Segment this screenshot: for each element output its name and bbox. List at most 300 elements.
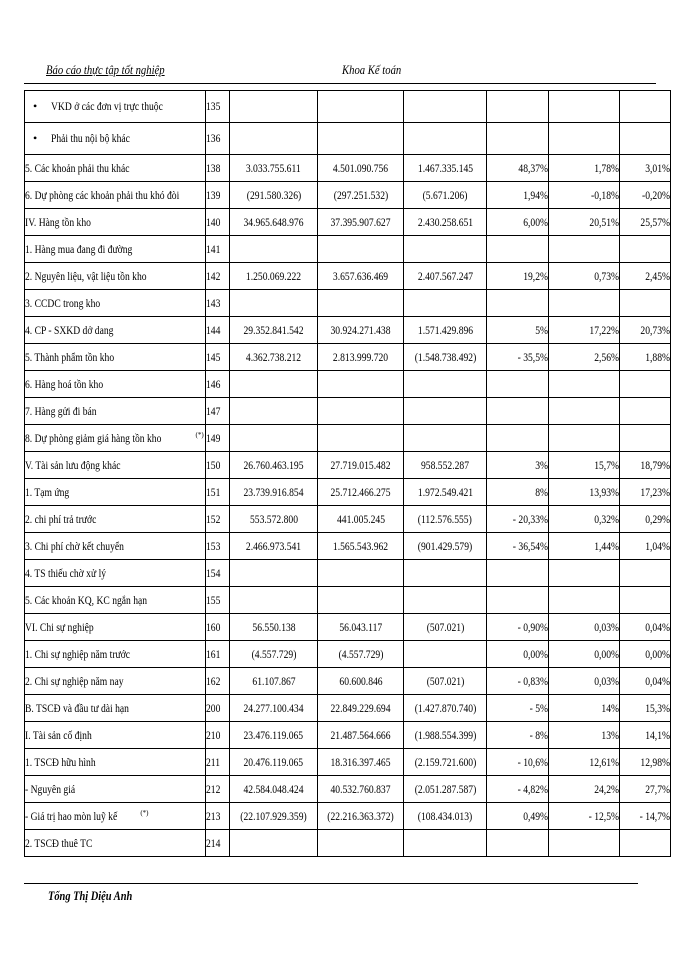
value-end: 22.849.229.694 bbox=[330, 700, 391, 715]
balance-sheet-table bbox=[24, 90, 671, 857]
value-end-cell bbox=[318, 91, 404, 123]
percent-change-cell bbox=[487, 236, 549, 263]
row-label: 5. Các khoản phải thu khác bbox=[25, 160, 130, 175]
percent-share-end-cell bbox=[620, 587, 671, 614]
percent-change-cell bbox=[487, 371, 549, 398]
value-change: (1.988.554.399) bbox=[414, 727, 476, 742]
value-end-cell bbox=[318, 587, 404, 614]
table-row bbox=[25, 830, 671, 857]
percent-share-start-cell bbox=[549, 263, 620, 290]
row-label: 6. Hàng hoá tồn kho bbox=[25, 376, 104, 391]
row-label-cell bbox=[25, 830, 206, 857]
row-label-cell bbox=[25, 506, 206, 533]
table-row bbox=[25, 236, 671, 263]
value-change-cell bbox=[404, 236, 487, 263]
row-code-cell bbox=[206, 776, 230, 803]
bullet-icon: • bbox=[33, 99, 38, 113]
table-row bbox=[25, 182, 671, 209]
value-start-cell bbox=[230, 236, 318, 263]
percent-change: - 35,5% bbox=[517, 349, 548, 364]
table-row bbox=[25, 695, 671, 722]
value-start: 42.584.048.424 bbox=[243, 781, 304, 796]
percent-share-end-cell bbox=[620, 830, 671, 857]
row-label-cell bbox=[25, 749, 206, 776]
row-label-cell bbox=[25, 695, 206, 722]
value-end-cell bbox=[318, 344, 404, 371]
value-change-cell bbox=[404, 695, 487, 722]
value-end-cell bbox=[318, 479, 404, 506]
value-change-cell bbox=[404, 317, 487, 344]
percent-share-end: 14,1% bbox=[645, 727, 670, 742]
bullet-icon: • bbox=[33, 131, 38, 145]
footnote-marker: (*) bbox=[140, 808, 149, 817]
row-code: 162 bbox=[206, 673, 221, 688]
percent-share-end: 15,3% bbox=[645, 700, 670, 715]
percent-share-end: 18,79% bbox=[640, 457, 670, 472]
row-label-cell bbox=[25, 398, 206, 425]
percent-share-end-cell bbox=[620, 506, 671, 533]
percent-share-end: 0,29% bbox=[645, 511, 670, 526]
percent-change-cell bbox=[487, 317, 549, 344]
percent-share-start: - 12,5% bbox=[588, 808, 619, 823]
value-change-cell bbox=[404, 425, 487, 452]
row-label-cell bbox=[25, 317, 206, 344]
value-change: (108.434.013) bbox=[417, 808, 473, 823]
percent-change: - 0,90% bbox=[517, 619, 548, 634]
percent-share-end-cell bbox=[620, 641, 671, 668]
percent-share-start-cell bbox=[549, 123, 620, 155]
percent-change: 8% bbox=[535, 484, 548, 499]
value-start: 553.572.800 bbox=[249, 511, 298, 526]
row-code: 141 bbox=[206, 241, 221, 256]
percent-share-start-cell bbox=[549, 830, 620, 857]
table-row bbox=[25, 155, 671, 182]
row-code-cell bbox=[206, 452, 230, 479]
percent-change: 3% bbox=[535, 457, 548, 472]
percent-change: 19,2% bbox=[523, 268, 548, 283]
value-start: 23.739.916.854 bbox=[243, 484, 304, 499]
row-code: 139 bbox=[206, 187, 221, 202]
percent-share-end: 3,01% bbox=[645, 160, 670, 175]
percent-change-cell bbox=[487, 803, 549, 830]
row-code-cell bbox=[206, 830, 230, 857]
value-start-cell bbox=[230, 506, 318, 533]
value-start-cell bbox=[230, 398, 318, 425]
percent-share-start-cell bbox=[549, 209, 620, 236]
row-label: 4. TS thiếu chờ xử lý bbox=[25, 565, 107, 580]
value-end: 27.719.015.482 bbox=[330, 457, 391, 472]
value-start-cell bbox=[230, 587, 318, 614]
row-label: 4. CP - SXKD dở dang bbox=[25, 322, 114, 337]
row-label: VKD ở các đơn vị trực thuộc bbox=[51, 99, 163, 113]
percent-change: - 36,54% bbox=[512, 538, 548, 553]
percent-share-end: 1,88% bbox=[645, 349, 670, 364]
value-end-cell bbox=[318, 695, 404, 722]
percent-share-end: 17,23% bbox=[640, 484, 670, 499]
value-start-cell bbox=[230, 155, 318, 182]
percent-share-end-cell bbox=[620, 91, 671, 123]
value-end: 21.487.564.666 bbox=[330, 727, 391, 742]
table-row bbox=[25, 803, 671, 830]
value-start-cell bbox=[230, 803, 318, 830]
value-end-cell bbox=[318, 236, 404, 263]
table-row bbox=[25, 290, 671, 317]
value-end: 3.657.636.469 bbox=[332, 268, 389, 283]
row-code: 146 bbox=[206, 376, 221, 391]
row-label-cell bbox=[25, 479, 206, 506]
row-code-cell bbox=[206, 695, 230, 722]
value-change: (901.429.579) bbox=[417, 538, 473, 553]
percent-share-start: 20,51% bbox=[589, 214, 619, 229]
row-label: 1. Chi sự nghiệp năm trước bbox=[25, 646, 131, 661]
percent-share-end-cell bbox=[620, 398, 671, 425]
value-change-cell bbox=[404, 641, 487, 668]
value-change-cell bbox=[404, 182, 487, 209]
percent-share-start: 13% bbox=[601, 727, 619, 742]
row-code-cell bbox=[206, 398, 230, 425]
table-body bbox=[25, 91, 671, 857]
percent-share-end-cell bbox=[620, 155, 671, 182]
percent-share-end-cell bbox=[620, 479, 671, 506]
value-end-cell bbox=[318, 398, 404, 425]
value-change: (2.051.287.587) bbox=[414, 781, 476, 796]
value-start: 2.466.973.541 bbox=[245, 538, 302, 553]
value-end: 4.501.090.756 bbox=[332, 160, 389, 175]
row-code: 213 bbox=[206, 808, 221, 823]
percent-share-start-cell bbox=[549, 290, 620, 317]
value-start: 3.033.755.611 bbox=[246, 160, 301, 175]
table-row bbox=[25, 425, 671, 452]
row-code-cell bbox=[206, 506, 230, 533]
row-label-cell bbox=[25, 263, 206, 290]
row-label-cell bbox=[25, 614, 206, 641]
percent-share-start-cell bbox=[549, 91, 620, 123]
table-row bbox=[25, 641, 671, 668]
row-label: 2. TSCĐ thuê TC bbox=[25, 835, 93, 850]
percent-share-start: 13,93% bbox=[589, 484, 619, 499]
value-start: 61.107.867 bbox=[251, 673, 296, 688]
value-start: 20.476.119.065 bbox=[243, 754, 304, 769]
value-end-cell bbox=[318, 182, 404, 209]
value-end: (4.557.729) bbox=[338, 646, 383, 661]
row-label-cell bbox=[25, 155, 206, 182]
value-change-cell bbox=[404, 371, 487, 398]
row-code: 135 bbox=[206, 99, 221, 113]
value-start: (4.557.729) bbox=[251, 646, 296, 661]
percent-change-cell bbox=[487, 452, 549, 479]
row-label-cell bbox=[25, 182, 206, 209]
percent-share-end-cell bbox=[620, 182, 671, 209]
value-start-cell bbox=[230, 344, 318, 371]
row-label: 5. Các khoản KQ, KC ngắn hạn bbox=[25, 592, 148, 607]
value-start-cell bbox=[230, 209, 318, 236]
value-end-cell bbox=[318, 317, 404, 344]
percent-change: - 20,33% bbox=[512, 511, 548, 526]
percent-share-start: 0,03% bbox=[594, 619, 619, 634]
percent-share-end-cell bbox=[620, 236, 671, 263]
table-row bbox=[25, 560, 671, 587]
percent-share-end-cell bbox=[620, 776, 671, 803]
table-row bbox=[25, 452, 671, 479]
value-end: 18.316.397.465 bbox=[330, 754, 391, 769]
value-end: 2.813.999.720 bbox=[332, 349, 389, 364]
table-row bbox=[25, 123, 671, 155]
percent-share-end-cell bbox=[620, 668, 671, 695]
percent-change: 1,94% bbox=[523, 187, 548, 202]
percent-share-end: 0,00% bbox=[645, 646, 670, 661]
value-end: 60.600.846 bbox=[338, 673, 383, 688]
value-start-cell bbox=[230, 614, 318, 641]
percent-share-start: 15,7% bbox=[594, 457, 619, 472]
value-end-cell bbox=[318, 452, 404, 479]
percent-share-end: 25,57% bbox=[640, 214, 670, 229]
value-start-cell bbox=[230, 263, 318, 290]
value-end-cell bbox=[318, 506, 404, 533]
value-change: (112.576.555) bbox=[417, 511, 473, 526]
row-code: 155 bbox=[206, 592, 221, 607]
percent-share-end-cell bbox=[620, 452, 671, 479]
value-start: 29.352.841.542 bbox=[243, 322, 304, 337]
percent-share-start-cell bbox=[549, 533, 620, 560]
value-change-cell bbox=[404, 803, 487, 830]
row-label-cell bbox=[25, 123, 206, 155]
percent-change: 0,00% bbox=[523, 646, 548, 661]
table-row bbox=[25, 749, 671, 776]
row-code: 210 bbox=[206, 727, 221, 742]
row-code: 160 bbox=[206, 619, 221, 634]
row-code: 200 bbox=[206, 700, 221, 715]
percent-share-end-cell bbox=[620, 803, 671, 830]
percent-change: 5% bbox=[535, 322, 548, 337]
percent-change-cell bbox=[487, 91, 549, 123]
value-change: (2.159.721.600) bbox=[414, 754, 476, 769]
row-label-cell bbox=[25, 668, 206, 695]
value-start-cell bbox=[230, 776, 318, 803]
value-change: (5.671.206) bbox=[422, 187, 468, 202]
value-start: 4.362.738.212 bbox=[245, 349, 302, 364]
value-end: (22.216.363.372) bbox=[327, 808, 394, 823]
percent-change-cell bbox=[487, 398, 549, 425]
percent-share-end: 0,04% bbox=[645, 619, 670, 634]
percent-share-end-cell bbox=[620, 749, 671, 776]
value-start: 24.277.100.434 bbox=[243, 700, 304, 715]
row-label-cell bbox=[25, 722, 206, 749]
percent-share-start-cell bbox=[549, 344, 620, 371]
percent-change: 48,37% bbox=[518, 160, 548, 175]
value-end-cell bbox=[318, 614, 404, 641]
row-label: IV. Hàng tồn kho bbox=[25, 214, 91, 229]
value-end-cell bbox=[318, 641, 404, 668]
percent-share-start-cell bbox=[549, 506, 620, 533]
row-label-cell bbox=[25, 641, 206, 668]
row-label-cell bbox=[25, 209, 206, 236]
value-start-cell bbox=[230, 830, 318, 857]
percent-share-start: 1,44% bbox=[594, 538, 619, 553]
value-start: 34.965.648.976 bbox=[243, 214, 304, 229]
percent-share-start: 24,2% bbox=[594, 781, 619, 796]
value-end-cell bbox=[318, 425, 404, 452]
value-start-cell bbox=[230, 560, 318, 587]
row-label-cell bbox=[25, 776, 206, 803]
row-label-cell bbox=[25, 425, 206, 452]
percent-share-start: 12,61% bbox=[589, 754, 619, 769]
percent-change-cell bbox=[487, 209, 549, 236]
value-end-cell bbox=[318, 722, 404, 749]
value-change: (507.021) bbox=[426, 673, 464, 688]
percent-share-end-cell bbox=[620, 614, 671, 641]
percent-share-start-cell bbox=[549, 182, 620, 209]
percent-share-end-cell bbox=[620, 123, 671, 155]
value-end-cell bbox=[318, 155, 404, 182]
row-label-cell bbox=[25, 290, 206, 317]
percent-share-end: 27,7% bbox=[645, 781, 670, 796]
percent-share-start-cell bbox=[549, 587, 620, 614]
percent-share-end-cell bbox=[620, 695, 671, 722]
row-label: VI. Chi sự nghiệp bbox=[25, 619, 94, 634]
value-end-cell bbox=[318, 830, 404, 857]
percent-share-start: 0,00% bbox=[594, 646, 619, 661]
value-change-cell bbox=[404, 722, 487, 749]
footnote-marker: (*) bbox=[195, 430, 204, 439]
percent-share-end: 1,04% bbox=[645, 538, 670, 553]
row-label: 1. Tạm ứng bbox=[25, 484, 70, 499]
row-label: I. Tài sản cố định bbox=[25, 727, 92, 742]
percent-share-start-cell bbox=[549, 560, 620, 587]
value-start: 56.550.138 bbox=[251, 619, 296, 634]
value-end: 56.043.117 bbox=[339, 619, 382, 634]
table-row bbox=[25, 506, 671, 533]
row-code: 212 bbox=[206, 781, 221, 796]
value-change: 2.407.567.247 bbox=[417, 268, 473, 283]
table-row bbox=[25, 668, 671, 695]
value-end-cell bbox=[318, 803, 404, 830]
percent-share-start-cell bbox=[549, 776, 620, 803]
row-label: 1. Hàng mua đang đi đường bbox=[25, 241, 133, 256]
percent-change-cell bbox=[487, 182, 549, 209]
table-row bbox=[25, 398, 671, 425]
row-label: 8. Dự phòng giảm giá hàng tồn kho bbox=[25, 430, 162, 445]
value-change-cell bbox=[404, 155, 487, 182]
row-label: 1. TSCĐ hữu hình bbox=[25, 754, 96, 769]
percent-change-cell bbox=[487, 641, 549, 668]
percent-change: 0,49% bbox=[523, 808, 548, 823]
value-change-cell bbox=[404, 614, 487, 641]
value-change-cell bbox=[404, 587, 487, 614]
value-start-cell bbox=[230, 452, 318, 479]
value-end-cell bbox=[318, 263, 404, 290]
value-start: (291.580.326) bbox=[246, 187, 301, 202]
percent-share-end: 2,45% bbox=[645, 268, 670, 283]
row-code: 161 bbox=[206, 646, 221, 661]
table-row bbox=[25, 371, 671, 398]
percent-change-cell bbox=[487, 749, 549, 776]
table-row bbox=[25, 91, 671, 123]
percent-share-end-cell bbox=[620, 722, 671, 749]
percent-change-cell bbox=[487, 668, 549, 695]
percent-share-end-cell bbox=[620, 533, 671, 560]
percent-share-start: 1,78% bbox=[594, 160, 619, 175]
percent-change-cell bbox=[487, 560, 549, 587]
value-change: 1.571.429.896 bbox=[417, 322, 473, 337]
table-row bbox=[25, 533, 671, 560]
value-change-cell bbox=[404, 290, 487, 317]
percent-share-start: 14% bbox=[601, 700, 619, 715]
value-change-cell bbox=[404, 506, 487, 533]
author-name: Tống Thị Diệu Anh bbox=[48, 888, 133, 903]
row-code-cell bbox=[206, 344, 230, 371]
value-start: 26.760.463.195 bbox=[243, 457, 304, 472]
row-code: 140 bbox=[206, 214, 221, 229]
value-end: (297.251.532) bbox=[333, 187, 388, 202]
percent-share-start: 17,22% bbox=[589, 322, 619, 337]
footer-rule bbox=[24, 883, 638, 884]
row-code-cell bbox=[206, 560, 230, 587]
percent-share-end: -0,20% bbox=[642, 187, 670, 202]
value-change-cell bbox=[404, 533, 487, 560]
row-code: 143 bbox=[206, 295, 221, 310]
report-title: Báo cáo thực tập tốt nghiệp bbox=[46, 62, 165, 77]
percent-share-start-cell bbox=[549, 452, 620, 479]
row-code: 152 bbox=[206, 511, 221, 526]
percent-share-start-cell bbox=[549, 749, 620, 776]
percent-change-cell bbox=[487, 123, 549, 155]
percent-share-end-cell bbox=[620, 560, 671, 587]
row-label-cell bbox=[25, 236, 206, 263]
value-change: 1.972.549.421 bbox=[417, 484, 473, 499]
row-code-cell bbox=[206, 236, 230, 263]
page-header bbox=[24, 62, 656, 84]
value-start-cell bbox=[230, 182, 318, 209]
value-start-cell bbox=[230, 317, 318, 344]
row-code: 150 bbox=[206, 457, 221, 472]
row-code: 136 bbox=[206, 131, 221, 145]
row-label: 7. Hàng gửi đi bán bbox=[25, 403, 97, 418]
percent-change-cell bbox=[487, 506, 549, 533]
value-change-cell bbox=[404, 344, 487, 371]
percent-change-cell bbox=[487, 263, 549, 290]
value-change: (1.427.870.740) bbox=[414, 700, 476, 715]
value-end-cell bbox=[318, 749, 404, 776]
percent-change: - 8% bbox=[529, 727, 548, 742]
row-code: 138 bbox=[206, 160, 221, 175]
row-code: 149 bbox=[206, 430, 221, 445]
row-code: 147 bbox=[206, 403, 221, 418]
value-change-cell bbox=[404, 749, 487, 776]
row-code-cell bbox=[206, 317, 230, 344]
table-row bbox=[25, 317, 671, 344]
value-start-cell bbox=[230, 668, 318, 695]
row-code-cell bbox=[206, 668, 230, 695]
value-end-cell bbox=[318, 776, 404, 803]
value-change-cell bbox=[404, 452, 487, 479]
value-change-cell bbox=[404, 123, 487, 155]
percent-change-cell bbox=[487, 776, 549, 803]
percent-share-end: 20,73% bbox=[640, 322, 670, 337]
percent-share-end-cell bbox=[620, 209, 671, 236]
row-code-cell bbox=[206, 290, 230, 317]
value-end: 37.395.907.627 bbox=[330, 214, 391, 229]
percent-change: - 5% bbox=[529, 700, 548, 715]
value-start-cell bbox=[230, 722, 318, 749]
percent-share-start-cell bbox=[549, 425, 620, 452]
table-row bbox=[25, 614, 671, 641]
row-label: - Nguyên giá bbox=[25, 781, 76, 796]
percent-share-end-cell bbox=[620, 425, 671, 452]
percent-share-start: -0,18% bbox=[591, 187, 619, 202]
value-start-cell bbox=[230, 749, 318, 776]
percent-share-start: 0,73% bbox=[594, 268, 619, 283]
value-start-cell bbox=[230, 479, 318, 506]
